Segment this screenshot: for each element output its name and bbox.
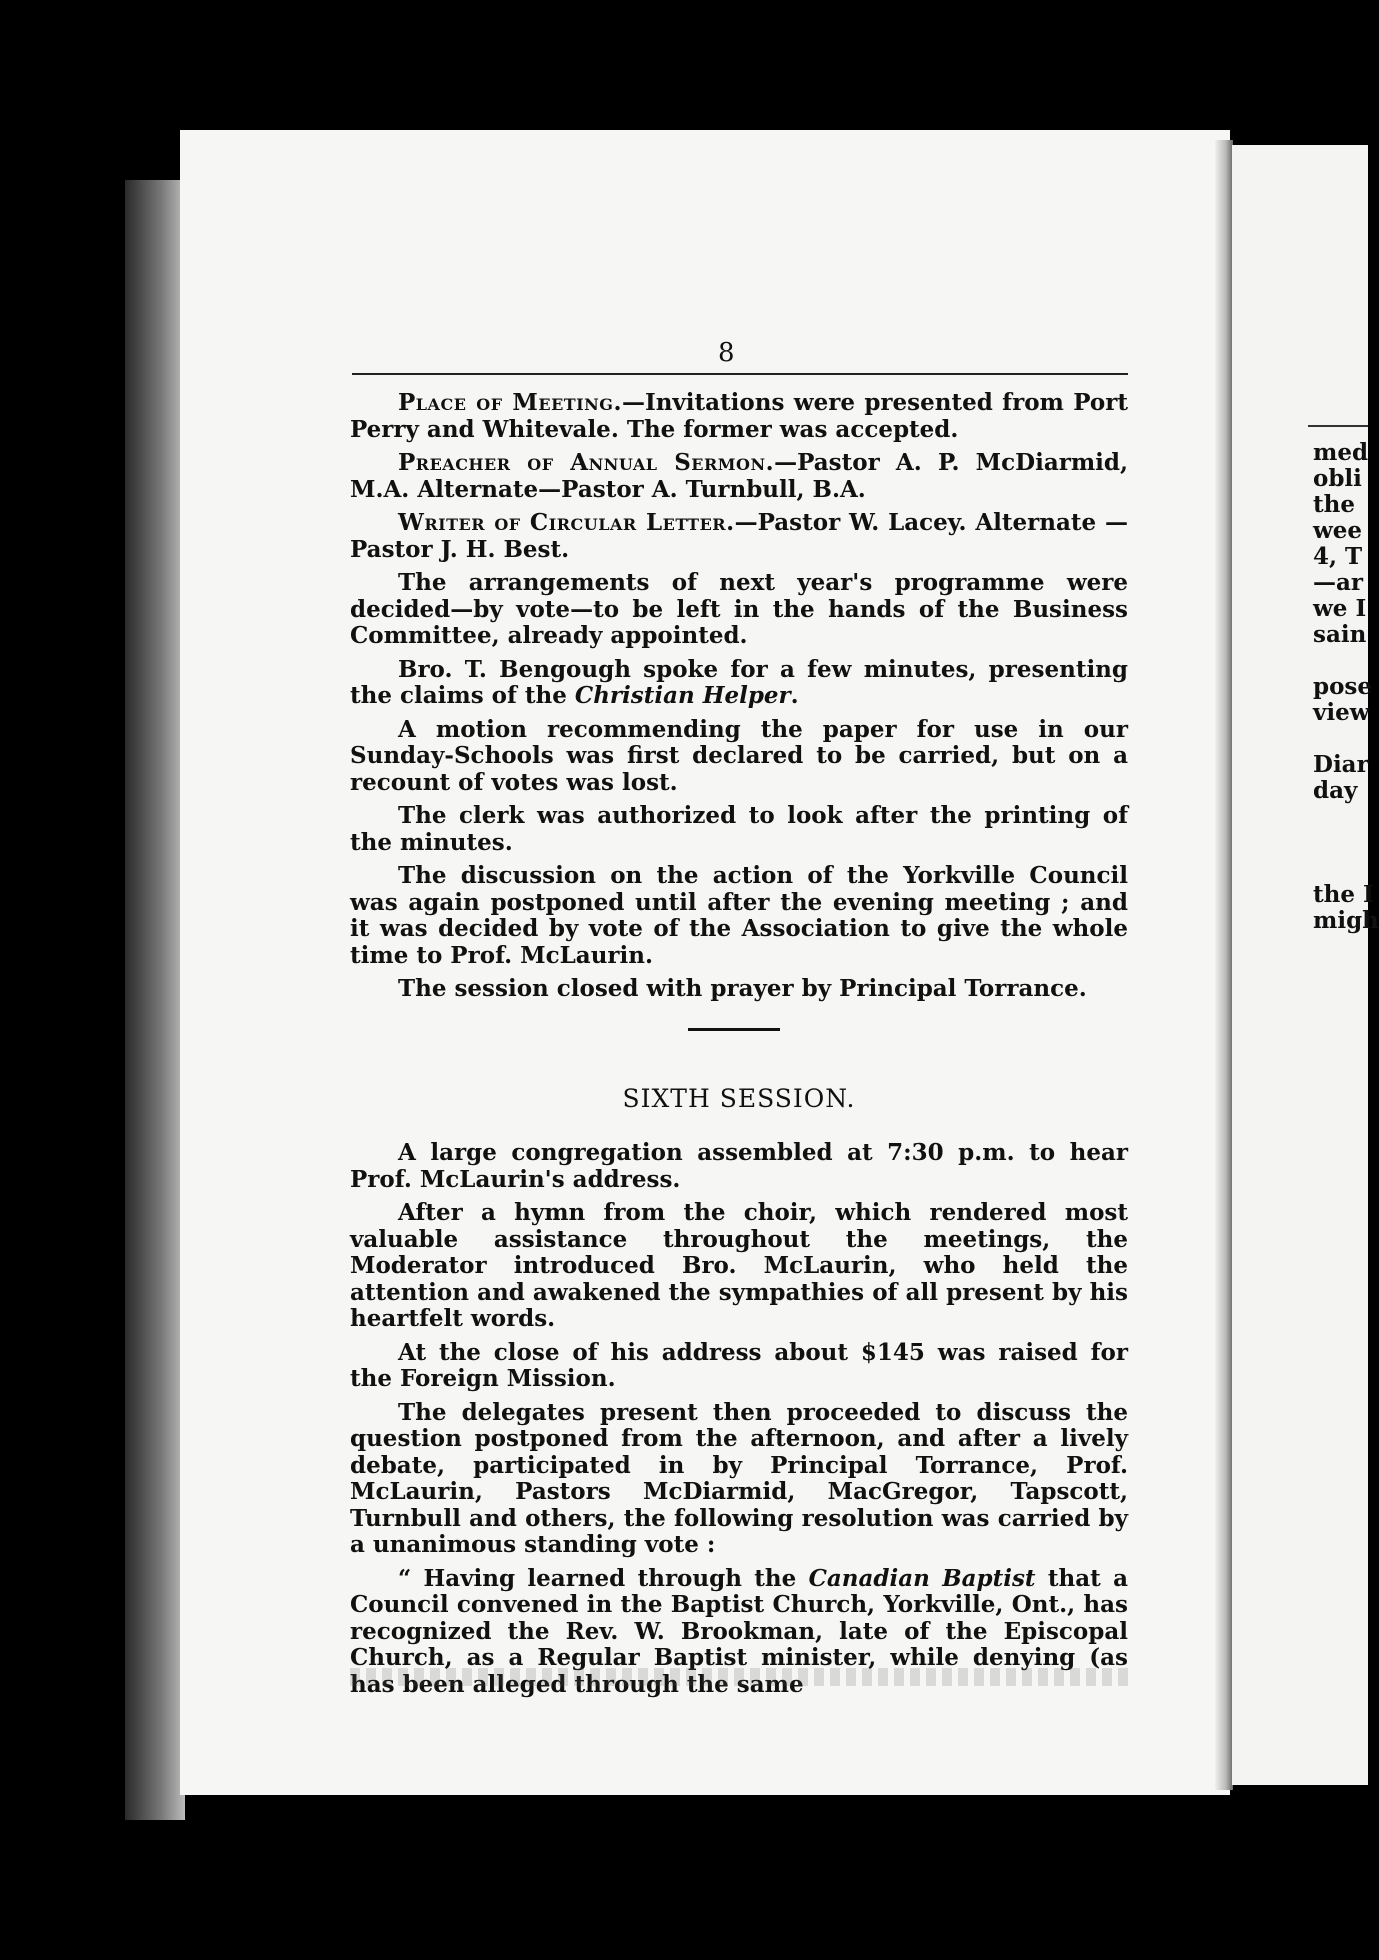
minutes-text-top — [350, 390, 1128, 1010]
page-number: 8 — [718, 338, 735, 368]
facing-page-fragment: the — [1313, 491, 1355, 518]
section-divider — [688, 1028, 780, 1031]
facing-page-fragment: med — [1313, 439, 1369, 466]
paragraph — [350, 510, 1128, 563]
facing-page-fragment: sain — [1313, 621, 1367, 648]
facing-page-fragment — [1313, 856, 1373, 882]
italic-title: Canadian Baptist — [808, 1564, 1036, 1592]
bleed-through — [350, 1668, 1128, 1686]
paragraph-text: A motion recommending the paper for use in our Sunday-Schools was first declared to be carried, but on a recount of votes was lost. — [350, 715, 1128, 796]
paragraph — [350, 657, 1128, 710]
facing-page-fragment: day — [1313, 777, 1358, 804]
facing-page-text — [1313, 439, 1379, 934]
paragraph-heading: Preacher of Annual Sermon. — [398, 449, 775, 476]
paragraph-text: Bro. T. Bengough spoke for a few minutes, presenting the claims of the — [350, 655, 1128, 709]
facing-page-fragment: pose — [1313, 673, 1373, 700]
page-gutter — [1215, 140, 1233, 1790]
paragraph-text: . — [790, 682, 799, 709]
paragraph-text: At the close of his address about $145 was raised for the Foreign Mission. — [350, 1338, 1128, 1392]
facing-page-fragment: 4, T — [1313, 543, 1363, 570]
facing-page-fragment — [1313, 830, 1373, 856]
facing-page-fragment: the I — [1313, 881, 1374, 908]
paragraph — [350, 390, 1128, 443]
paragraph — [350, 1140, 1128, 1193]
paragraph-text: —Pastor A. P. McDiarmid, M.A. Alternate—Pastor A. Turnbull, B.A. — [350, 449, 1128, 503]
paragraph — [350, 570, 1128, 650]
facing-page-fragment: view — [1313, 699, 1370, 726]
paragraph — [350, 1200, 1128, 1333]
session-heading: SIXTH SESSION. — [622, 1084, 856, 1113]
paragraph — [350, 1340, 1128, 1393]
paragraph — [350, 803, 1128, 856]
paragraph-text: “ Having learned through the — [398, 1564, 809, 1592]
paragraph — [350, 717, 1128, 797]
paragraph-text: The delegates present then proceeded to discuss the question postponed from the afternoon, and after a lively debate, participated in by Principal Torrance, Prof. McLaurin, Pastors McDiarmid, MacGregor, Tapscott, Turnbull and others, the following resolution was carried by a unanimous standing vote : — [350, 1398, 1128, 1558]
header-rule — [352, 373, 1128, 375]
paragraph-text: that a Council convened in the Baptist Church, Yorkville, Ont., has recognized the Rev. W. Brookman, late of the Episcopal Church, as a Regular Baptist minister, while denying (as has been alleged through the same — [350, 1564, 1128, 1698]
paragraph-text: The arrangements of next year's programme were decided—by vote—to be left in the hands of the Business Committee, already appointed. — [350, 569, 1128, 649]
paragraph-heading: Place of Meeting. — [398, 389, 622, 416]
paragraph — [350, 863, 1128, 969]
facing-page-fragment: we I — [1313, 595, 1367, 622]
paragraph-text: The clerk was authorized to look after the printing of the minutes. — [350, 802, 1128, 856]
facing-page-fragment: obli — [1313, 465, 1362, 492]
paragraph — [350, 1400, 1128, 1559]
facing-page-fragment — [1313, 648, 1373, 674]
paragraph-text: The discussion on the action of the Yorkville Council was again postponed until after the evening meeting ; and it was decided by vote of the Association to give the whole time to Prof. McLaurin. — [350, 862, 1128, 969]
paragraph-text: —Invitations were presented from Port Perry and Whitevale. The former was accepted. — [350, 389, 1128, 443]
paragraph — [350, 450, 1128, 503]
facing-page-fragment: migh — [1313, 907, 1379, 934]
facing-page — [1232, 145, 1368, 1785]
facing-page-fragment — [1313, 726, 1373, 752]
facing-page-fragment — [1313, 804, 1373, 830]
facing-page-fragment: —ar — [1313, 569, 1364, 596]
paragraph — [350, 976, 1128, 1003]
page-shadow — [125, 180, 185, 1820]
facing-page-fragment: Diar — [1313, 751, 1369, 778]
facing-page-rule — [1308, 425, 1368, 427]
italic-title: Christian Helper — [574, 682, 791, 709]
paragraph-text: A large congregation assembled at 7:30 p.m. to hear Prof. McLaurin's address. — [350, 1139, 1128, 1193]
minutes-text-bottom — [350, 1140, 1128, 1705]
paragraph-text: The session closed with prayer by Principal Torrance. — [398, 975, 1087, 1002]
paragraph-heading: Writer of Circular Letter. — [398, 509, 735, 536]
paragraph-text: —Pastor W. Lacey. Alternate —Pastor J. H. Best. — [350, 509, 1128, 563]
facing-page-fragment: wee — [1313, 517, 1363, 544]
paragraph-text: After a hymn from the choir, which rendered most valuable assistance throughout the meetings, the Moderator introduced Bro. McLaurin, who held the attention and awakened the sympathies of all present by his heartfelt words. — [350, 1199, 1128, 1332]
